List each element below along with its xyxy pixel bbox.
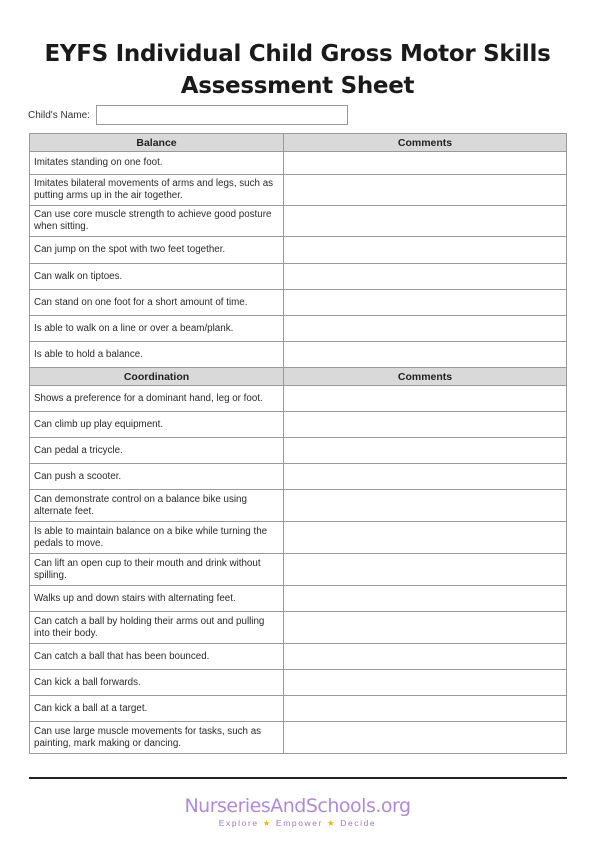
skill-cell: Can catch a ball by holding their arms out and pulling into their body. [30,612,284,644]
section-header-row [30,134,567,152]
table-row [30,644,567,670]
table-row [30,237,567,264]
skill-cell: Can kick a ball at a target. [30,696,284,722]
comment-cell[interactable] [284,237,567,264]
skill-cell: Can lift an open cup to their mouth and drink without spilling. [30,554,284,586]
skill-cell: Shows a preference for a dominant hand, leg or foot. [30,386,284,412]
comment-cell[interactable] [284,412,567,438]
comments-header: Comments [284,134,567,152]
comment-cell[interactable] [284,522,567,554]
table-row [30,490,567,522]
table-row [30,670,567,696]
title-line-2: Assessment Sheet [180,73,415,99]
tagline-word-decide: Decide [340,818,377,828]
comment-cell[interactable] [284,554,567,586]
skill-cell: Is able to maintain balance on a bike while turning the pedals to move. [30,522,284,554]
skill-cell: Can stand on one foot for a short amount of time. [30,290,284,316]
logo-text: NurseriesAndSchools.org [184,795,411,817]
table-row [30,438,567,464]
title-line-1: EYFS Individual Child Gross Motor Skills [44,41,551,67]
comment-cell[interactable] [284,722,567,754]
child-name-row [28,104,348,126]
skill-cell: Can walk on tiptoes. [30,264,284,290]
tagline-word-explore: Explore [218,818,259,828]
brand-logo [0,795,595,829]
skill-cell: Imitates standing on one foot. [30,152,284,175]
table-row [30,206,567,237]
skill-cell: Can kick a ball forwards. [30,670,284,696]
skill-cell: Is able to walk on a line or over a beam/plank. [30,316,284,342]
logo-tagline [0,818,595,829]
comment-cell[interactable] [284,612,567,644]
child-name-field[interactable] [96,105,348,125]
table-row [30,722,567,754]
skill-cell: Can catch a ball that has been bounced. [30,644,284,670]
comment-cell[interactable] [284,464,567,490]
table-row [30,152,567,175]
star-icon: ★ [327,818,337,828]
section-header: Balance [30,134,284,152]
skill-cell: Can push a scooter. [30,464,284,490]
comment-cell[interactable] [284,206,567,237]
star-icon: ★ [262,818,272,828]
assessment-table-body [30,134,567,754]
comment-cell[interactable] [284,290,567,316]
comment-cell[interactable] [284,264,567,290]
page-title [0,38,595,102]
comment-cell[interactable] [284,342,567,368]
table-row [30,290,567,316]
comment-cell[interactable] [284,175,567,206]
skill-cell: Is able to hold a balance. [30,342,284,368]
section-header-row [30,368,567,386]
table-row [30,464,567,490]
skill-cell: Can climb up play equipment. [30,412,284,438]
skill-cell: Can pedal a tricycle. [30,438,284,464]
comment-cell[interactable] [284,696,567,722]
table-row [30,586,567,612]
table-row [30,264,567,290]
skill-cell: Walks up and down stairs with alternating feet. [30,586,284,612]
comment-cell[interactable] [284,644,567,670]
table-row [30,412,567,438]
comment-cell[interactable] [284,316,567,342]
skill-cell: Imitates bilateral movements of arms and legs, such as putting arms up in the air together. [30,175,284,206]
skill-cell: Can use core muscle strength to achieve good posture when sitting. [30,206,284,237]
comment-cell[interactable] [284,586,567,612]
table-row [30,316,567,342]
assessment-table [29,133,567,754]
skill-cell: Can demonstrate control on a balance bike using alternate feet. [30,490,284,522]
table-row [30,554,567,586]
comment-cell[interactable] [284,438,567,464]
comments-header: Comments [284,368,567,386]
table-row [30,175,567,206]
child-name-label: Child's Name: [28,109,90,121]
section-header: Coordination [30,368,284,386]
skill-cell: Can jump on the spot with two feet together. [30,237,284,264]
table-row [30,522,567,554]
footer-divider [29,777,567,779]
table-row [30,612,567,644]
table-row [30,696,567,722]
comment-cell[interactable] [284,386,567,412]
table-row [30,386,567,412]
skill-cell: Can use large muscle movements for tasks, such as painting, mark making or dancing. [30,722,284,754]
table-row [30,342,567,368]
comment-cell[interactable] [284,152,567,175]
comment-cell[interactable] [284,490,567,522]
tagline-word-empower: Empower [275,818,324,828]
comment-cell[interactable] [284,670,567,696]
